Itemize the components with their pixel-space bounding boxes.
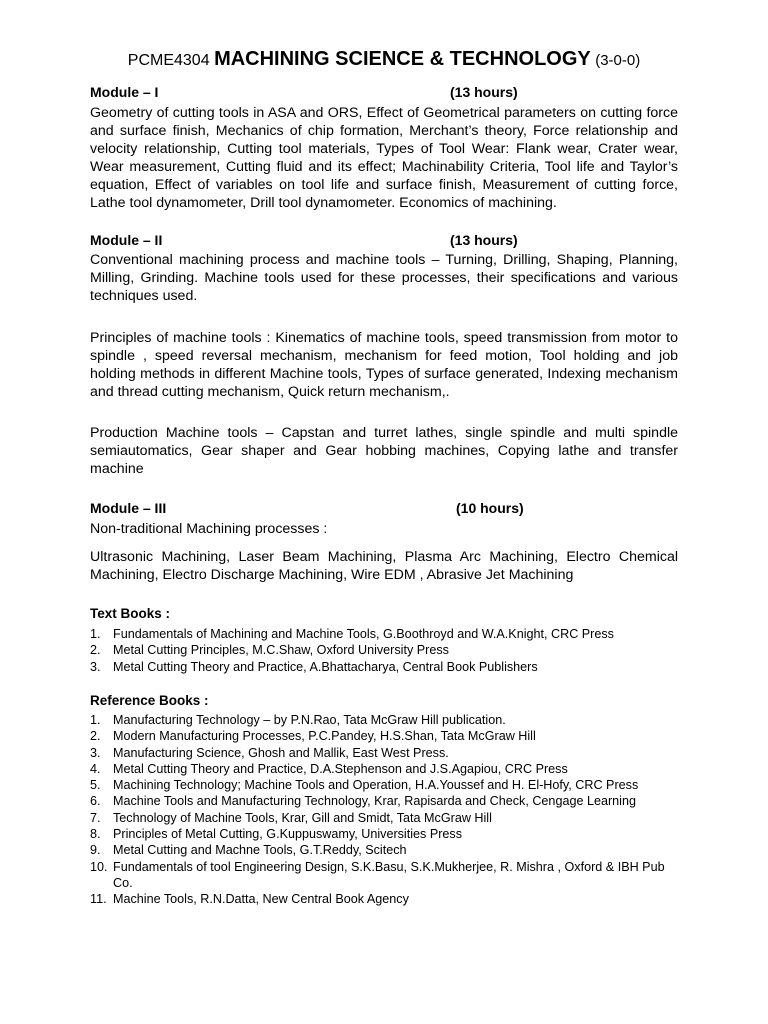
item-text: Metal Cutting Principles, M.C.Shaw, Oxford University Press bbox=[113, 643, 449, 658]
list-item bbox=[90, 761, 680, 777]
item-number: 8. bbox=[90, 827, 101, 842]
item-text: Fundamentals of Machining and Machine Tools, G.Boothroyd and W.A.Knight, CRC Press bbox=[113, 627, 614, 641]
reference-books-list bbox=[90, 712, 680, 908]
item-number: 2. bbox=[90, 729, 101, 744]
item-text: Machining Technology; Machine Tools and Operation, H.A.Youssef and H. El-Hofy, CRC Press bbox=[113, 778, 639, 793]
item-number: 1. bbox=[90, 627, 101, 641]
list-item bbox=[90, 859, 680, 892]
module-1-label: Module – I bbox=[90, 84, 159, 100]
module-2-label: Module – II bbox=[90, 232, 163, 248]
item-text: Technology of Machine Tools, Krar, Gill and Smidt, Tata McGraw Hill bbox=[113, 810, 492, 825]
item-text: Machine Tools and Manufacturing Technology, Krar, Rapisarda and Check, Cengage Learning bbox=[113, 794, 636, 809]
list-item bbox=[90, 842, 680, 858]
module-2-heading bbox=[90, 232, 518, 248]
item-number: 5. bbox=[90, 778, 101, 793]
item-number: 7. bbox=[90, 810, 101, 825]
course-code: PCME4304 bbox=[127, 52, 210, 69]
module-3-heading bbox=[90, 500, 524, 516]
reference-books-heading: Reference Books : bbox=[90, 693, 209, 708]
item-text: Fundamentals of tool Engineering Design, S.K.Basu, S.K.Mukherjee, R. Mishra , Oxford & IBH Pub Co. bbox=[113, 859, 665, 890]
list-item bbox=[90, 659, 680, 675]
item-number: 2. bbox=[90, 643, 101, 658]
list-item bbox=[90, 793, 680, 809]
list-item bbox=[90, 642, 680, 658]
module-2-hours: (13 hours) bbox=[450, 232, 518, 248]
item-text: Metal Cutting Theory and Practice, D.A.Stephenson and J.S.Agapiou, CRC Press bbox=[113, 761, 568, 776]
text-books-heading: Text Books : bbox=[90, 606, 171, 621]
list-item bbox=[90, 745, 680, 761]
module-2-paragraph-production: Production Machine tools – Capstan and turret lathes, single spindle and multi spindle semiautomatics, Gear shaper and Gear hobbing machines, Copying lathe and transfer machine bbox=[90, 425, 678, 477]
list-item bbox=[90, 712, 680, 728]
item-text: Machine Tools, R.N.Datta, New Central Book Agency bbox=[113, 892, 409, 907]
item-text: Modern Manufacturing Processes, P.C.Pandey, H.S.Shan, Tata McGraw Hill bbox=[113, 729, 536, 744]
course-credits: (3-0-0) bbox=[595, 52, 641, 69]
course-title: MACHINING SCIENCE & TECHNOLOGY bbox=[214, 48, 591, 70]
list-item bbox=[90, 777, 680, 793]
item-text: Principles of Metal Cutting, G.Kuppuswamy, Universities Press bbox=[113, 827, 463, 842]
module-3-intro: Non-traditional Machining processes : bbox=[90, 521, 328, 537]
item-number: 4. bbox=[90, 761, 101, 776]
item-text: Metal Cutting Theory and Practice, A.Bhattacharya, Central Book Publishers bbox=[113, 659, 538, 674]
item-number: 3. bbox=[90, 659, 101, 674]
module-1-heading bbox=[90, 84, 518, 100]
item-text: Manufacturing Science, Ghosh and Mallik, East West Press. bbox=[113, 745, 449, 760]
module-3-hours: (10 hours) bbox=[456, 500, 524, 516]
item-number: 1. bbox=[90, 713, 101, 727]
list-item bbox=[90, 810, 680, 826]
item-text: Metal Cutting and Machne Tools, G.T.Reddy, Scitech bbox=[113, 843, 407, 858]
list-item bbox=[90, 626, 680, 642]
module-3-label: Module – III bbox=[90, 500, 167, 516]
item-number: 6. bbox=[90, 794, 101, 809]
item-number: 11. bbox=[90, 892, 107, 907]
list-item bbox=[90, 728, 680, 744]
module-1-description: Geometry of cutting tools in ASA and ORS, Effect of Geometrical parameters on cutting force and surface finish, Mechanics of chip formation, Merchant’s theory, Force relationship and velocity relationship, Cutting tool materials, Types of Tool Wear: Flank wear, Crater wear, Wear measurement, Cutting fluid and its effect; Machinability Criteria, Tool life and Taylor’s equation, Effect of variables on tool life and surface finish, Measurement of cutting force, Lathe tool dynamometer, Drill tool dynamometer. Economics of machining. bbox=[90, 105, 678, 211]
module-2-paragraph-processes: Conventional machining process and machine tools – Turning, Drilling, Shaping, Planning, Milling, Grinding. Machine tools used for these processes, their specifications and various techniques used. bbox=[90, 252, 678, 304]
list-item bbox=[90, 826, 680, 842]
item-text: Manufacturing Technology – by P.N.Rao, Tata McGraw Hill publication. bbox=[113, 713, 506, 727]
item-number: 10. bbox=[90, 859, 108, 874]
text-books-list bbox=[90, 626, 680, 675]
item-number: 9. bbox=[90, 843, 101, 858]
list-item bbox=[90, 891, 680, 907]
module-1-hours: (13 hours) bbox=[450, 84, 518, 100]
module-2-paragraph-principles: Principles of machine tools : Kinematics of machine tools, speed transmission from motor to spindle , speed reversal mechanism, mechanism for feed motion, Tool holding and job holding methods in different Machine tools, Types of surface generated, Indexing mechanism and thread cutting mechanism, Quick return mechanism,. bbox=[90, 330, 678, 400]
module-3-processes: Ultrasonic Machining, Laser Beam Machining, Plasma Arc Machining, Electro Chemical Machining, Electro Discharge Machining, Wire EDM , Abrasive Jet Machining bbox=[90, 549, 678, 583]
item-number: 3. bbox=[90, 745, 101, 760]
page-title bbox=[0, 48, 768, 71]
